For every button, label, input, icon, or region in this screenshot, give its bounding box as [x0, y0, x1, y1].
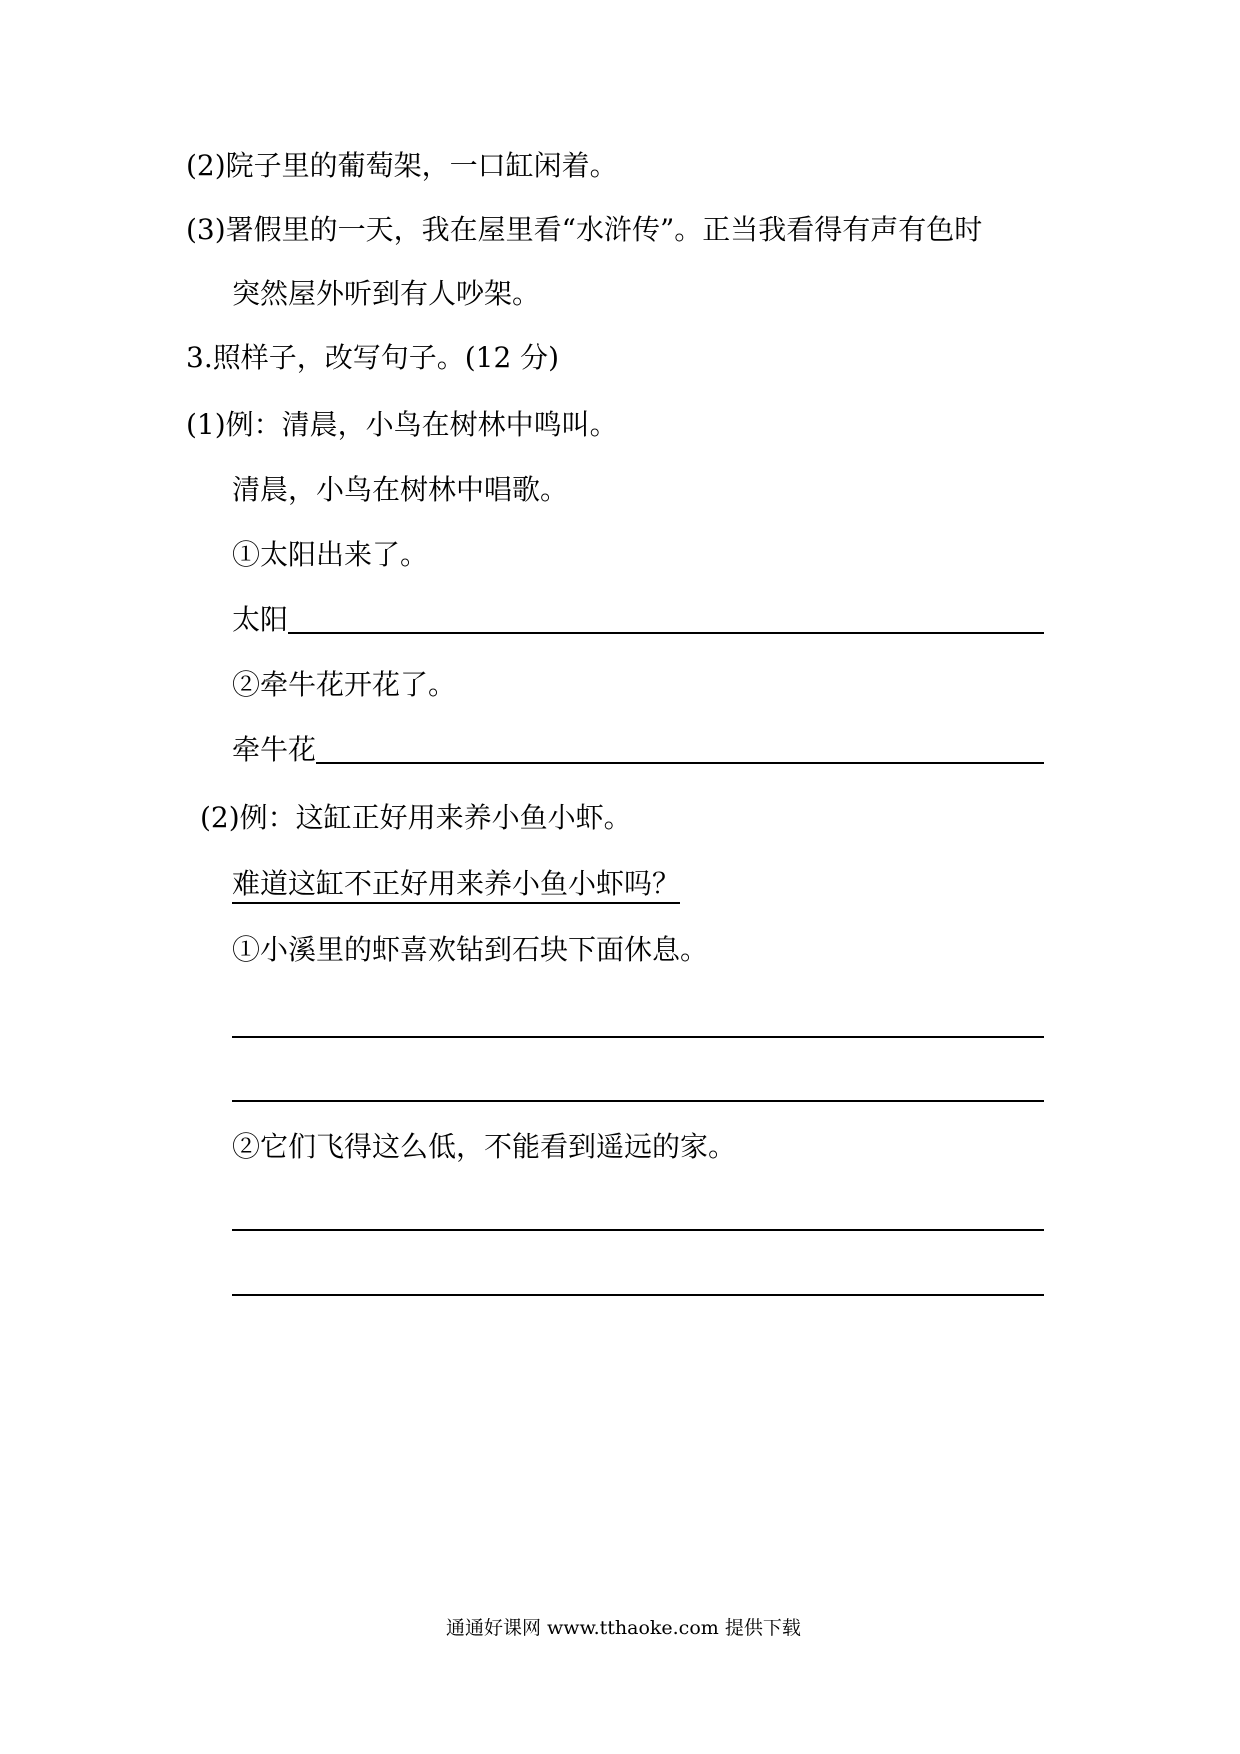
part-1-question-2: ②牵牛花开花了。	[232, 668, 457, 701]
part-2-answer-1-line-1[interactable]	[232, 1036, 1044, 1038]
sentence-item-3-line-1: (3)署假里的一天，我在屋里看“水浒传”。正当我看得有声有色时	[186, 213, 983, 246]
part-1-model-sentence: 清晨，小鸟在树林中唱歌。	[232, 473, 569, 506]
part-2-example	[200, 800, 632, 836]
sentence-item-2: (2)院子里的葡萄架，一口缸闲着。	[186, 149, 618, 182]
part-1-answer-2-blank[interactable]	[316, 734, 1044, 764]
part-1-answer-1	[232, 602, 1044, 638]
part-2-question-1: ①小溪里的虾喜欢钻到石块下面休息。	[232, 933, 709, 966]
section-3-heading: 3.照样子，改写句子。(12 分)	[186, 341, 560, 374]
part-1-answer-1-blank[interactable]	[288, 604, 1044, 634]
part-1-example	[186, 407, 618, 443]
part-1-question-1: ①太阳出来了。	[232, 538, 429, 571]
part-2-model-underlined: 难道这缸不正好用来养小鱼小虾吗？	[232, 867, 680, 904]
part-1-answer-2-prefix: 牵牛花	[232, 733, 317, 766]
part-2-example-text: 这缸正好用来养小鱼小虾。	[295, 801, 632, 834]
part-2-question-2: ②它们飞得这么低，不能看到遥远的家。	[232, 1130, 737, 1163]
part-1-example-label: (1)例：	[186, 408, 282, 441]
part-1-answer-2	[232, 732, 1044, 768]
part-2-answer-2-line-1[interactable]	[232, 1229, 1044, 1231]
part-1-example-text: 清晨，小鸟在树林中鸣叫。	[281, 408, 618, 441]
sentence-item-3-line-2: 突然屋外听到有人吵架。	[232, 277, 541, 310]
footer-source: 通通好课网 www.tthaoke.com 提供下载	[446, 1617, 801, 1639]
part-2-example-label: (2)例：	[200, 801, 296, 834]
part-2-answer-1-line-2[interactable]	[232, 1100, 1044, 1102]
part-1-answer-1-prefix: 太阳	[232, 603, 289, 636]
part-2-model-sentence	[232, 866, 680, 902]
part-2-answer-2-line-2[interactable]	[232, 1294, 1044, 1296]
